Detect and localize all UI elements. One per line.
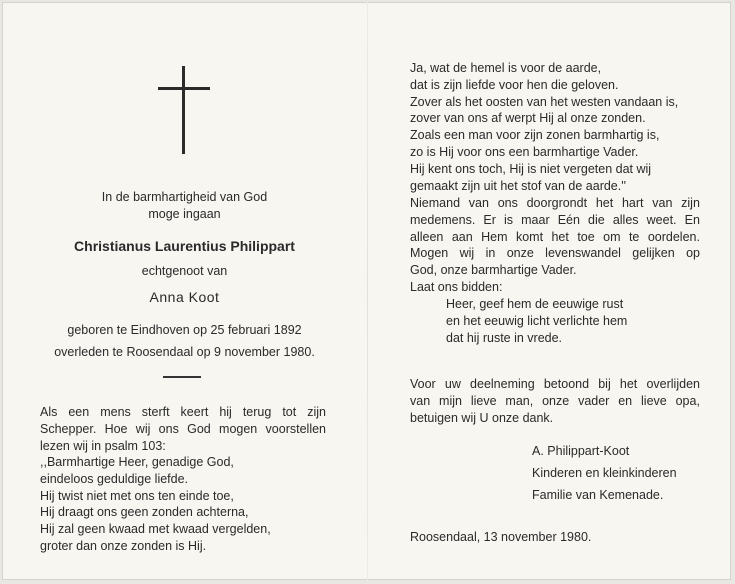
death-line: overleden te Roosendaal op 9 november 1980. bbox=[54, 345, 315, 359]
prayer-line: en het eeuwig licht verlichte hem bbox=[446, 313, 628, 328]
card-fold bbox=[367, 2, 368, 580]
verse-line: Zoals een man voor zijn zonen barmhartig is, bbox=[410, 128, 660, 143]
spouse-name: Anna Koot bbox=[149, 289, 220, 305]
reflection-line: medemens. Er is maar Eén die alles weet. En bbox=[410, 212, 700, 227]
reflection-block bbox=[410, 195, 700, 279]
reflection-line: Niemand van ons doorgrondt het hart van zijn bbox=[410, 196, 700, 210]
psalm-block bbox=[40, 454, 271, 555]
thanks-line: Voor uw deelneming betoond bij het overlijden bbox=[410, 377, 700, 391]
prayer-line: Heer, geef hem de eeuwige rust bbox=[446, 297, 624, 311]
verse-line: zover van ons af werpt Hij al onze zonden. bbox=[410, 111, 646, 126]
deceased-name: Christianus Laurentius Philippart bbox=[74, 238, 295, 254]
intro-line-1: In de barmhartigheid van God bbox=[101, 190, 268, 204]
thanks-line: van mijn lieve man, onze vader en lieve opa, bbox=[410, 393, 700, 408]
psalm-line: Hij zal geen kwaad met kwaad vergelden, bbox=[40, 522, 271, 537]
signatures-block bbox=[532, 440, 677, 506]
verse-line: Hij kent ons toch, Hij is niet vergeten dat wij bbox=[410, 161, 652, 176]
reflection-line: God, onze barmhartige Vader. bbox=[410, 263, 577, 278]
text-line: Schepper. Hoe wij ons God mogen voorstellen bbox=[40, 421, 326, 436]
verse-line: Ja, wat de hemel is voor de aarde, bbox=[410, 61, 602, 75]
relation-text: echtgenoot van bbox=[141, 264, 228, 278]
reflection-line: Mogen wij in onze levenswandel gelijken op bbox=[410, 246, 700, 261]
psalm-line: Hij twist niet met ons ten einde toe, bbox=[40, 488, 234, 503]
verse-line: gemaakt zijn uit het stof van de aarde.'' bbox=[410, 178, 627, 193]
verse-line: Zover als het oosten van het westen vandaan is, bbox=[410, 94, 679, 109]
intro-line-2: moge ingaan bbox=[148, 207, 221, 221]
signature-line: Kinderen en kleinkinderen bbox=[532, 466, 677, 480]
verse-line: dat is zijn liefde voor hen die geloven. bbox=[410, 77, 619, 92]
prayer-block bbox=[446, 296, 627, 346]
psalm-line: groter dan onze zonden is Hij. bbox=[40, 538, 207, 553]
verse-line: zo is Hij voor ons een barmhartige Vader. bbox=[410, 144, 639, 159]
left-text-block bbox=[40, 404, 326, 454]
place-date: Roosendaal, 13 november 1980. bbox=[410, 530, 592, 544]
thanks-line: betuigen wij U onze dank. bbox=[410, 410, 554, 425]
psalm-line: ,,Barmhartige Heer, genadige God, bbox=[40, 455, 234, 469]
signature-line: Familie van Kemenade. bbox=[532, 488, 664, 502]
thanks-block bbox=[410, 376, 700, 426]
reflection-line: alleen aan Hem komt het toe om te oordelen. bbox=[410, 229, 700, 244]
psalm-line: eindeloos geduldige liefde. bbox=[40, 471, 189, 486]
memorial-card bbox=[2, 2, 731, 580]
birth-line: geboren te Eindhoven op 25 februari 1892 bbox=[67, 323, 302, 337]
prayer-intro: Laat ons bidden: bbox=[410, 280, 503, 294]
cross-icon bbox=[158, 66, 210, 154]
prayer-line: dat hij ruste in vrede. bbox=[446, 330, 563, 345]
signature-line: A. Philippart-Koot bbox=[532, 444, 630, 458]
divider bbox=[163, 376, 201, 378]
psalm-line: Hij draagt ons geen zonden achterna, bbox=[40, 505, 249, 520]
text-line: lezen wij in psalm 103: bbox=[40, 438, 166, 453]
text-line: Als een mens sterft keert hij terug tot zijn bbox=[40, 405, 326, 419]
verse-block bbox=[410, 60, 678, 194]
